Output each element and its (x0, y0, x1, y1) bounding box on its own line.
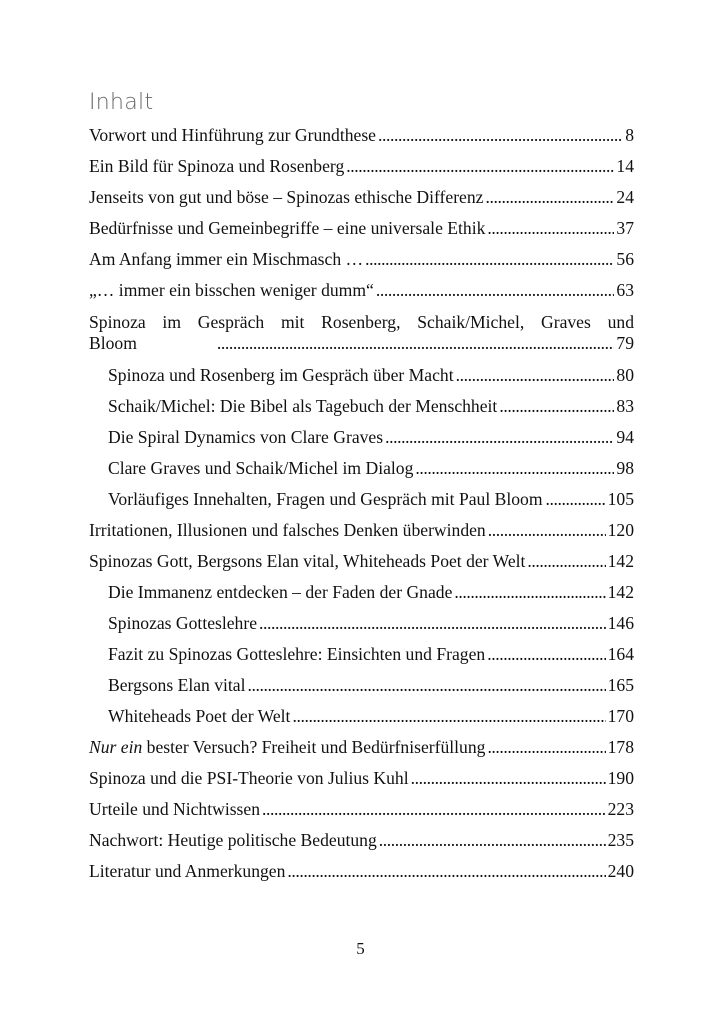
toc-leader-dots (456, 360, 615, 391)
toc-subentry (89, 670, 634, 701)
toc-page-number: 240 (607, 861, 634, 881)
toc-leader-dots (485, 182, 614, 213)
toc-page-number: 142 (607, 551, 634, 571)
toc-subentry (89, 639, 634, 670)
toc-leader-dots (487, 732, 605, 763)
toc-entry-title: Spinoza und die PSI-Theorie von Julius Kuhl (89, 768, 409, 788)
toc-leader-dots (411, 763, 606, 794)
toc-leader-dots (292, 701, 605, 732)
toc-page-number: 80 (616, 365, 634, 385)
toc-entry (89, 825, 634, 856)
toc-leader-dots (262, 794, 606, 825)
toc-entry (89, 856, 634, 887)
toc-leader-dots (217, 333, 615, 354)
toc-leader-dots (385, 422, 614, 453)
toc-leader-dots (415, 453, 614, 484)
page-number: 5 (356, 939, 365, 958)
toc-page-number: 63 (616, 280, 634, 300)
toc-entry-title: Am Anfang immer ein Mischmasch … (89, 249, 364, 269)
toc-page-number: 178 (607, 737, 634, 757)
toc-entry (89, 794, 634, 825)
toc-entry (89, 732, 634, 763)
toc-entry-title: Spinozas Gott, Bergsons Elan vital, Whiteheads Poet der Welt (89, 551, 526, 571)
toc-entry-title-italic: Nur ein (89, 737, 143, 757)
toc-entry (89, 763, 634, 794)
toc-page-number: 79 (616, 333, 634, 353)
toc-page-number: 98 (616, 458, 634, 478)
toc-subentry (89, 391, 634, 422)
toc-leader-dots (488, 515, 606, 546)
toc-subentry (89, 422, 634, 453)
toc-entry-title: Literatur und Anmerkungen (89, 861, 286, 881)
toc-leader-dots (499, 391, 614, 422)
toc-entry-title: Jenseits von gut und böse – Spinozas ethische Differenz (89, 187, 484, 207)
toc-page-number: 83 (616, 396, 634, 416)
toc-page-number: 190 (607, 768, 634, 788)
toc-leader-dots (287, 856, 605, 887)
toc-leader-dots (454, 577, 605, 608)
toc-subentry (89, 360, 634, 391)
toc-page-number: 170 (607, 706, 634, 726)
toc-page-number: 164 (607, 644, 634, 664)
toc-subentry (89, 701, 634, 732)
toc-entry-title: Irritationen, Illusionen und falsches Denken überwinden (89, 520, 486, 540)
toc-entry (89, 244, 634, 275)
toc-entry (89, 275, 634, 306)
toc-entry-title: Die Immanenz entdecken – der Faden der Gnade (108, 582, 453, 602)
toc-entry-title: Urteile und Nichtwissen (89, 799, 261, 819)
toc-entry-title: Spinoza und Rosenberg im Gespräch über Macht (108, 365, 454, 385)
toc-entry (89, 182, 634, 213)
toc-page-number: 165 (607, 675, 634, 695)
toc-leader-dots (546, 484, 605, 515)
toc-page-number: 24 (616, 187, 634, 207)
toc-subentry (89, 484, 634, 515)
toc-leader-dots (346, 151, 614, 182)
toc-leader-dots (365, 244, 614, 275)
toc-subentry (89, 608, 634, 639)
toc-entry (89, 151, 634, 182)
toc-page-number: 37 (616, 218, 634, 238)
toc-page-number: 142 (607, 582, 634, 602)
toc-entry (89, 213, 634, 244)
toc-page-number: 56 (616, 249, 634, 269)
toc-entry-title: Ein Bild für Spinoza und Rosenberg (89, 156, 345, 176)
toc-leader-dots (487, 639, 605, 670)
toc-entry-title: Bergsons Elan vital (108, 675, 246, 695)
toc-leader-dots (376, 275, 615, 306)
toc-leader-dots (378, 120, 623, 151)
toc-page-number: 146 (607, 613, 634, 633)
table-of-contents (89, 120, 634, 887)
toc-page-number: 235 (607, 830, 634, 850)
toc-page-number: 14 (616, 156, 634, 176)
toc-entry-wrapped (89, 306, 634, 360)
toc-page-number: 120 (607, 520, 634, 540)
toc-subentry (89, 577, 634, 608)
toc-entry-title: Clare Graves und Schaik/Michel im Dialog (108, 458, 414, 478)
toc-entry-title: Whiteheads Poet der Welt (108, 706, 291, 726)
toc-entry-title: „… immer ein bisschen weniger dumm“ (89, 280, 374, 300)
toc-entry-title: Vorläufiges Innehalten, Fragen und Gespräch mit Paul Bloom (108, 489, 543, 509)
toc-entry-title: Nachwort: Heutige politische Bedeutung (89, 830, 377, 850)
toc-leader-dots (487, 213, 614, 244)
toc-page-number: 223 (607, 799, 634, 819)
toc-entry-title: Schaik/Michel: Die Bibel als Tagebuch der Menschheit (108, 396, 498, 416)
toc-entry-title (89, 732, 485, 763)
toc-page-number: 105 (607, 489, 634, 509)
toc-page-number: 8 (625, 125, 634, 145)
toc-entry-title: Die Spiral Dynamics von Clare Graves (108, 427, 384, 447)
toc-entry (89, 120, 634, 151)
toc-entry-title-rest: bester Versuch? Freiheit und Bedürfniserfüllung (142, 737, 486, 757)
page-title: Inhalt (89, 90, 154, 115)
toc-entry-title-line2: Bloom (89, 333, 137, 353)
toc-entry-title: Spinozas Gotteslehre (108, 613, 258, 633)
toc-leader-dots (247, 670, 605, 701)
toc-entry (89, 546, 634, 577)
toc-entry-title: Fazit zu Spinozas Gotteslehre: Einsichten und Fragen (108, 644, 486, 664)
toc-leader-dots (527, 546, 605, 577)
toc-leader-dots (379, 825, 606, 856)
toc-page-number: 94 (616, 427, 634, 447)
toc-entry-title: Vorwort und Hinführung zur Grundthese (89, 125, 376, 145)
toc-entry-title: Bedürfnisse und Gemeinbegriffe – eine universale Ethik (89, 218, 486, 238)
toc-entry (89, 515, 634, 546)
toc-entry-title-line1: Spinoza im Gespräch mit Rosenberg, Schaik/Michel, Graves und (89, 312, 634, 332)
toc-subentry (89, 453, 634, 484)
toc-leader-dots (259, 608, 606, 639)
